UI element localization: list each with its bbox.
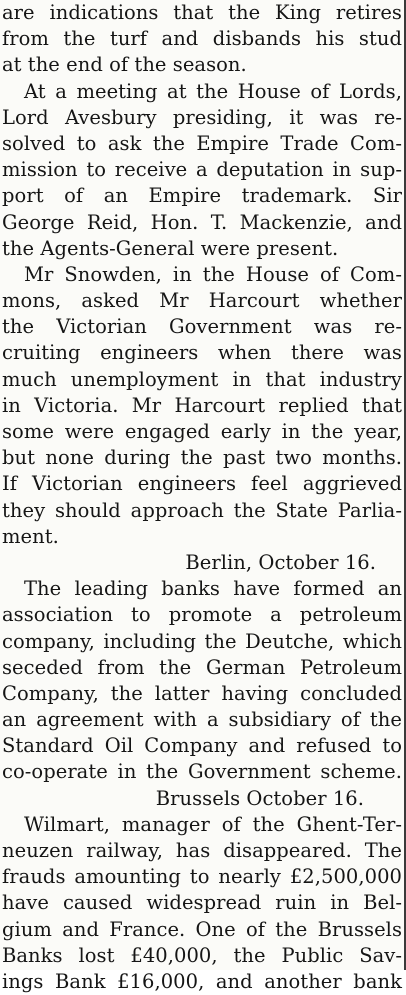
- article-line: much unemployment in that industry: [2, 367, 402, 391]
- article-line: port of an Empire trademark. Sir: [2, 184, 402, 208]
- article-line: are indications that the King retires: [2, 1, 402, 24]
- dateline: Brussels October 16.: [155, 786, 364, 810]
- article-line: At a meeting at the House of Lords,: [24, 79, 402, 103]
- article-line: The leading banks have formed an: [24, 577, 402, 601]
- article-line: they should approach the State Parlia-: [2, 498, 402, 522]
- article-line: Lord Avesbury presiding, it was re-: [2, 105, 402, 129]
- article-line: association to promote a petroleum: [2, 603, 402, 627]
- article-line: company, including the Deutche, which: [2, 629, 402, 653]
- article-line: Mr Snowden, in the House of Com-: [24, 262, 402, 286]
- article-line: Standard Oil Company and refused to: [2, 734, 402, 758]
- article-line: have caused widespread ruin in Bel-: [2, 891, 402, 915]
- article-line: If Victorian engineers feel aggrieved: [2, 472, 402, 496]
- article-line: mons, asked Mr Harcourt whether: [2, 289, 402, 313]
- article-line: George Reid, Hon. T. Mackenzie, and: [2, 210, 402, 234]
- article-line: ment.: [2, 524, 59, 548]
- article-line: neuzen railway, has disappeared. The: [2, 839, 402, 862]
- article-line: mission to receive a deputation in sup-: [2, 158, 402, 182]
- article-line: but none during the past two months.: [2, 446, 402, 470]
- article-line: seceded from the German Petroleum: [2, 655, 402, 679]
- article-line: Company, the latter having concluded: [2, 681, 402, 705]
- dateline: Berlin, October 16.: [185, 550, 376, 574]
- article-line: from the turf and disbands his stud: [2, 27, 402, 51]
- article-line: gium and France. One of the Brussels: [2, 917, 402, 941]
- article-line: Wilmart, manager of the Ghent-Ter-: [24, 812, 402, 836]
- article-line: cruiting engineers when there was: [2, 341, 402, 365]
- article-column: [2, 0, 402, 995]
- article-line: Banks lost £40,000, the Public Sav-: [2, 943, 402, 967]
- article-line: at the end of the season.: [2, 53, 247, 77]
- article-line: the Agents-General were present.: [2, 236, 339, 260]
- article-line: co-operate in the Government scheme.: [2, 760, 402, 784]
- article-line: in Victoria. Mr Harcourt replied that: [2, 393, 402, 417]
- article-line: an agreement with a subsidiary of the: [2, 708, 402, 732]
- article-line: some were engaged early in the year,: [2, 420, 402, 443]
- article-line: the Victorian Government was re-: [2, 315, 402, 339]
- article-line: ings Bank £16,000, and another bank: [2, 969, 402, 993]
- article-line: frauds amounting to nearly £2,500,000: [2, 865, 402, 889]
- article-line: solved to ask the Empire Trade Com-: [2, 131, 402, 155]
